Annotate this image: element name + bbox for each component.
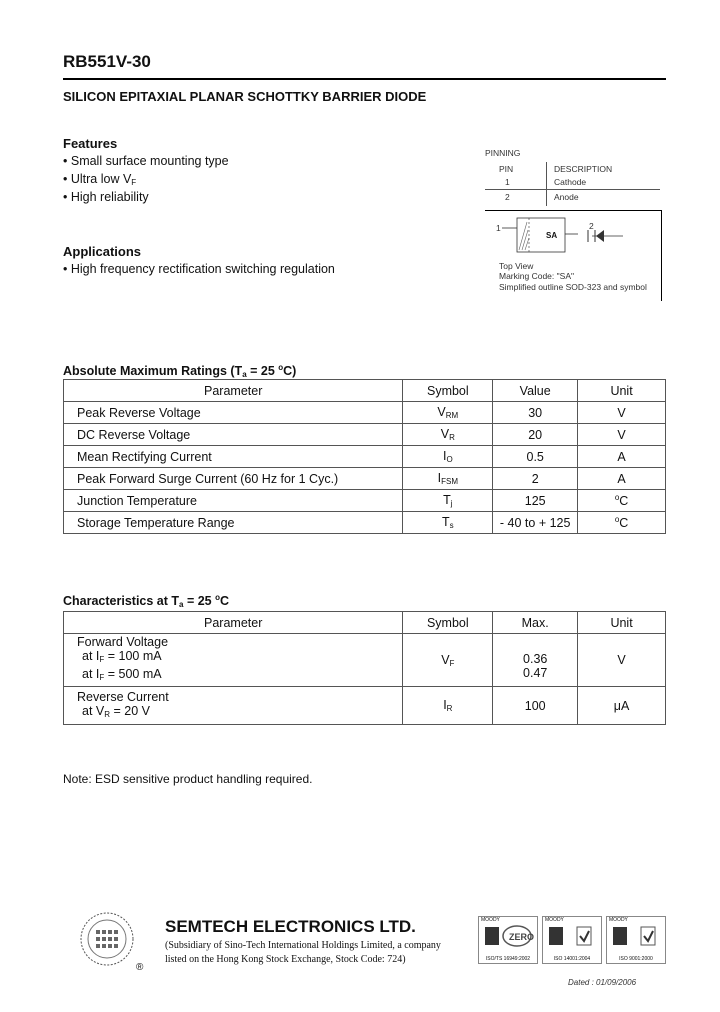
value-cell: 125 <box>493 490 578 512</box>
symbol-cell: $V_F$ <box>403 634 493 687</box>
table-row <box>64 634 666 687</box>
col-header-unit: Unit <box>578 380 666 402</box>
symbol-cell: $I_O$ <box>403 446 493 468</box>
cert-brand: MOODY <box>609 917 628 923</box>
col-header-symbol: Symbol <box>403 380 493 402</box>
subsidiary-line-2: listed on the Hong Kong Stock Exchange, Stock Code: 724) <box>165 954 406 965</box>
pinning-col-divider <box>546 162 547 206</box>
application-item: • High frequency rectification switching regulation <box>63 262 335 276</box>
symbol-cell: $V_{RM}$ <box>403 402 493 424</box>
sod323-package-diagram <box>500 216 630 256</box>
forward-voltage-cond-2: at $I_F = 500$ mA <box>82 667 162 682</box>
pinning-pin-2: 2 <box>505 192 510 202</box>
pinning-caption-marking: Marking Code: "SA" <box>499 271 575 281</box>
pinning-desc-1: Cathode <box>554 177 587 187</box>
table-row <box>64 468 666 490</box>
registered-mark: ® <box>136 962 144 973</box>
pin-label-2: 2 <box>589 221 594 231</box>
col-header-symbol: Symbol <box>403 612 493 634</box>
cert-badge-iso-ts <box>478 916 538 964</box>
pinning-row-divider <box>485 189 660 190</box>
param-cell: Mean Rectifying Current <box>64 446 403 468</box>
pinning-caption-top-view: Top View <box>499 261 534 271</box>
header-rule <box>63 78 666 80</box>
forward-voltage-cond-1: at $I_F = 100$ mA <box>82 649 162 664</box>
pinning-col-desc: DESCRIPTION <box>554 164 613 174</box>
unit-cell: μA <box>578 687 666 725</box>
document-date: Dated : 01/09/2006 <box>568 978 637 987</box>
pin-label-1: 1 <box>496 223 501 233</box>
pinning-pin-1: 1 <box>505 177 510 187</box>
cert-brand: MOODY <box>545 917 564 923</box>
table-row <box>64 512 666 534</box>
table-row <box>64 490 666 512</box>
col-header-max: Max. <box>493 612 578 634</box>
feature-item: • High reliability <box>63 190 149 204</box>
characteristics-title: Characteristics at $T_a = 25$ $^o$C <box>63 593 230 609</box>
param-cell: Peak Forward Surge Current (60 Hz for 1 Cyc.) <box>64 468 403 490</box>
value-cell: - 40 to + 125 <box>493 512 578 534</box>
unit-cell: $^o$C <box>578 490 666 512</box>
col-header-parameter: Parameter <box>64 612 403 634</box>
value-cell: 20 <box>493 424 578 446</box>
table-row <box>64 402 666 424</box>
cert-mark-icon <box>479 923 535 951</box>
reverse-current-cond: at $V_R = 20$ V <box>82 703 150 719</box>
pinning-caption-outline: Simplified outline SOD-323 and symbol <box>499 282 647 292</box>
param-cell: Storage Temperature Range <box>64 512 403 534</box>
cert-badge-iso9001 <box>606 916 666 964</box>
param-cell: Peak Reverse Voltage <box>64 402 403 424</box>
table-row <box>64 446 666 468</box>
unit-cell: V <box>578 424 666 446</box>
unit-cell: V <box>578 634 666 687</box>
symbol-cell: $I_R$ <box>403 687 493 725</box>
cert-label-2: ISO 14001:2004 <box>553 956 591 962</box>
pinning-heading: PINNING <box>485 148 521 158</box>
cert-mark-icon <box>607 923 663 951</box>
features-heading: Features <box>63 136 118 151</box>
table-header-row <box>64 612 666 634</box>
table-row <box>64 424 666 446</box>
param-cell: DC Reverse Voltage <box>64 424 403 446</box>
semtech-logo-icon <box>78 910 136 968</box>
part-number: RB551V-30 <box>63 52 151 71</box>
product-description: SILICON EPITAXIAL PLANAR SCHOTTKY BARRIER DIODE <box>63 89 427 104</box>
col-header-parameter: Parameter <box>64 380 403 402</box>
symbol-cell: $I_{FSM}$ <box>403 468 493 490</box>
symbol-cell: $T_s$ <box>403 512 493 534</box>
marking-code-label: SA <box>546 231 558 240</box>
certification-logos <box>478 916 666 971</box>
param-cell <box>64 634 403 687</box>
characteristics-table <box>63 611 666 725</box>
abs-max-table <box>63 379 666 534</box>
symbol-cell: $T_j$ <box>403 490 493 512</box>
company-name: SEMTECH ELECTRONICS LTD. <box>165 917 416 936</box>
pinning-col-pin: PIN <box>499 164 514 174</box>
cert-label-1: ISO/TS 16949:2002 <box>485 956 531 962</box>
pinning-desc-2: Anode <box>554 192 579 202</box>
applications-heading: Applications <box>63 244 142 259</box>
cert-label-3: ISO 9001:2000 <box>619 956 653 962</box>
table-row <box>64 687 666 725</box>
cert-badge-iso14001 <box>542 916 602 964</box>
value-cell <box>493 634 578 687</box>
unit-cell: A <box>578 468 666 490</box>
company-subsidiary-note <box>165 939 441 967</box>
param-cell <box>64 687 403 725</box>
abs-max-title: Absolute Maximum Ratings ($T_a = 25$ $^o$C) <box>63 363 297 379</box>
reverse-current-label: Reverse Current <box>77 689 169 704</box>
col-header-unit: Unit <box>578 612 666 634</box>
unit-cell: V <box>578 402 666 424</box>
param-cell: Junction Temperature <box>64 490 403 512</box>
col-header-value: Value <box>493 380 578 402</box>
forward-voltage-label: Forward Voltage <box>77 635 169 649</box>
value-cell: 0.5 <box>493 446 578 468</box>
cert-mark-icon <box>543 923 599 951</box>
value-cell: 30 <box>493 402 578 424</box>
value-cell: 2 <box>493 468 578 490</box>
unit-cell: A <box>578 446 666 468</box>
table-header-row <box>64 380 666 402</box>
subsidiary-line-1: (Subsidiary of Sino-Tech International Holdings Limited, a company <box>165 940 441 951</box>
esd-note: Note: ESD sensitive product handling required. <box>63 772 313 786</box>
vf-max-2: 0.47 <box>523 666 548 680</box>
feature-item: • Ultra low $V_F$ <box>63 172 137 187</box>
feature-item: • Small surface mounting type <box>63 154 229 168</box>
vf-max-1: 0.36 <box>523 652 548 666</box>
value-cell: 100 <box>493 687 578 725</box>
unit-cell: $^o$C <box>578 512 666 534</box>
cert-brand: MOODY <box>481 917 500 923</box>
svg-text:ZERO: ZERO <box>509 932 535 942</box>
symbol-cell: $V_R$ <box>403 424 493 446</box>
